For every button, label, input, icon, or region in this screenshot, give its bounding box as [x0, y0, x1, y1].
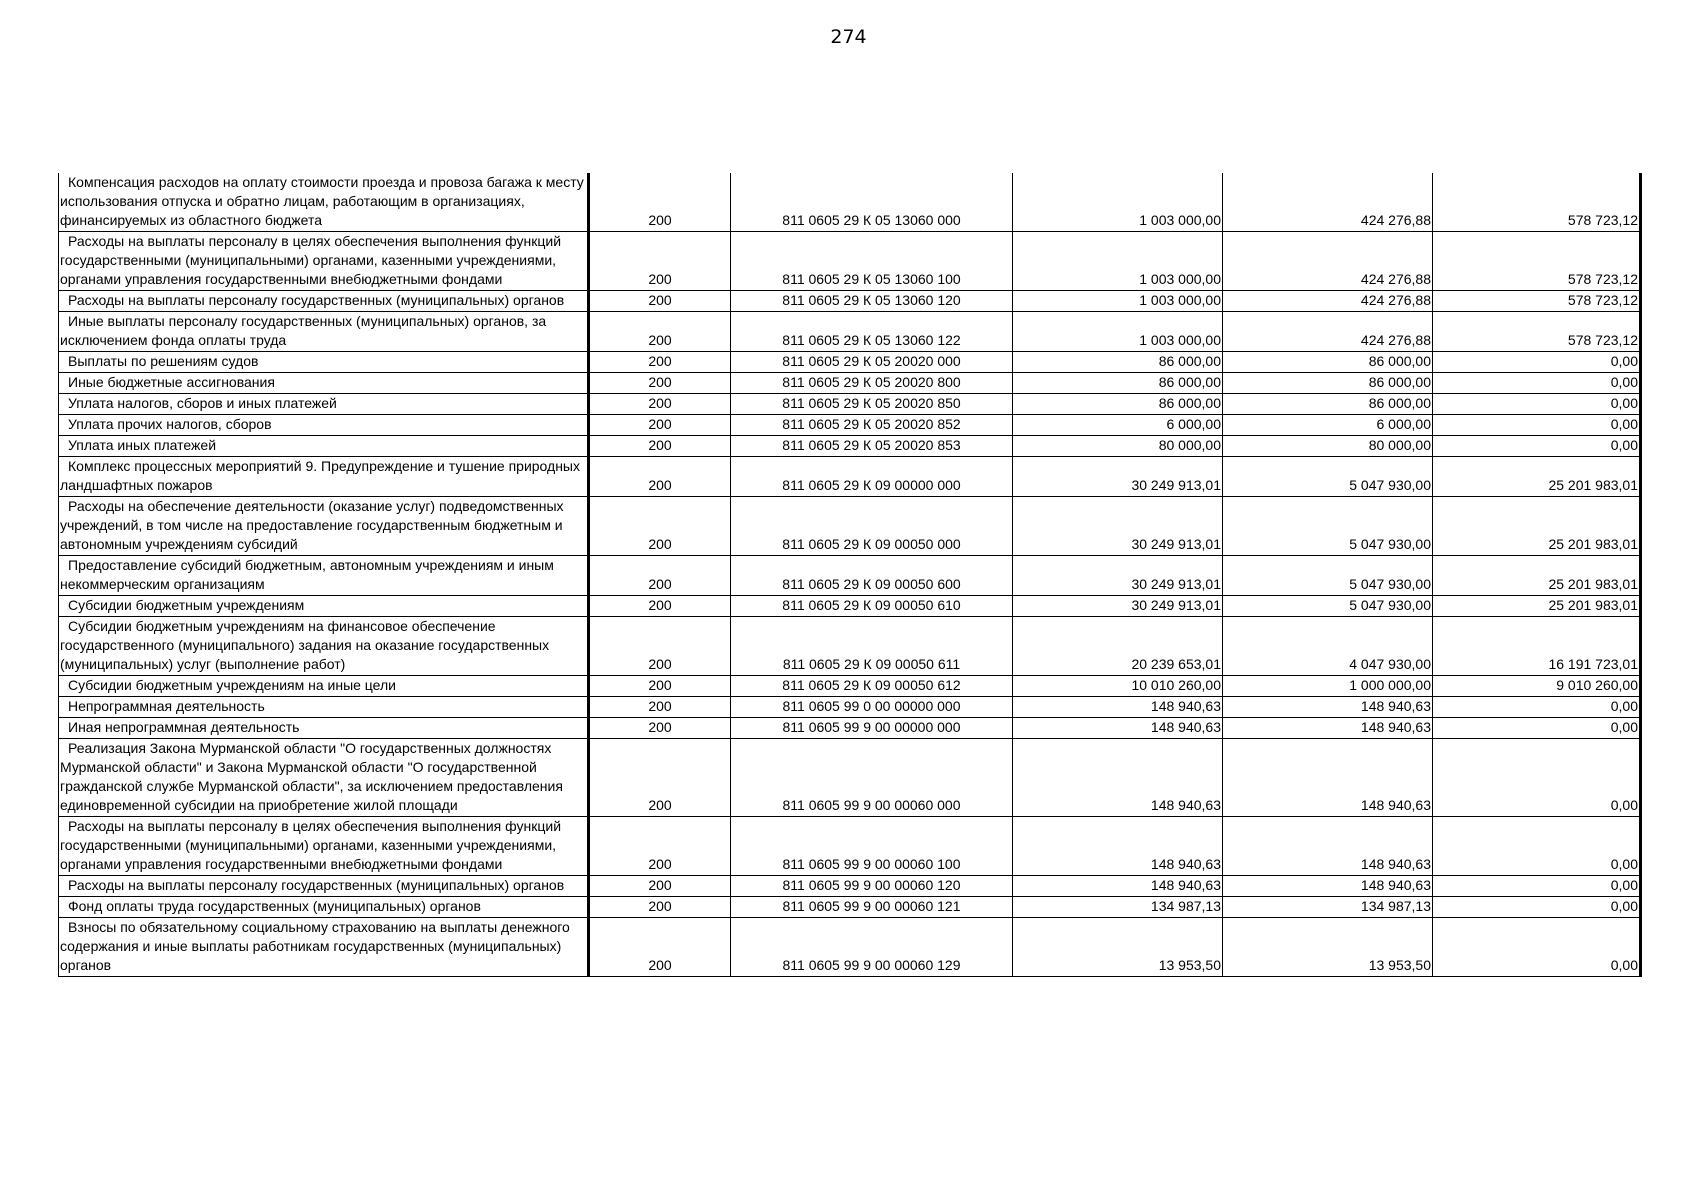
expense-name: Уплата прочих налогов, сборов: [59, 415, 589, 436]
budget-classification-code: 811 0605 29 К 05 20020 853: [731, 436, 1013, 457]
table-row: [59, 817, 1641, 876]
table-row: [59, 312, 1641, 352]
line-code: 200: [589, 312, 731, 352]
budget-classification-code: 811 0605 99 9 00 00000 000: [731, 718, 1013, 739]
remaining-amount: 0,00: [1433, 373, 1641, 394]
remaining-amount: 0,00: [1433, 697, 1641, 718]
table-row: [59, 897, 1641, 918]
executed-amount: 424 276,88: [1223, 232, 1433, 291]
line-code: 200: [589, 436, 731, 457]
executed-amount: 148 940,63: [1223, 817, 1433, 876]
table-row: [59, 415, 1641, 436]
remaining-amount: 0,00: [1433, 436, 1641, 457]
page-number: 274: [830, 26, 867, 48]
approved-amount: 30 249 913,01: [1013, 457, 1223, 497]
approved-amount: 30 249 913,01: [1013, 497, 1223, 556]
table-row: [59, 697, 1641, 718]
line-code: 200: [589, 739, 731, 817]
executed-amount: 134 987,13: [1223, 897, 1433, 918]
executed-amount: 5 047 930,00: [1223, 556, 1433, 596]
executed-amount: 424 276,88: [1223, 291, 1433, 312]
budget-classification-code: 811 0605 29 К 05 20020 800: [731, 373, 1013, 394]
line-code: 200: [589, 718, 731, 739]
approved-amount: 1 003 000,00: [1013, 173, 1223, 232]
table-row: [59, 232, 1641, 291]
line-code: 200: [589, 232, 731, 291]
remaining-amount: 0,00: [1433, 415, 1641, 436]
approved-amount: 1 003 000,00: [1013, 291, 1223, 312]
remaining-amount: 0,00: [1433, 897, 1641, 918]
executed-amount: 5 047 930,00: [1223, 497, 1433, 556]
executed-amount: 86 000,00: [1223, 394, 1433, 415]
approved-amount: 10 010 260,00: [1013, 676, 1223, 697]
table-row: [59, 739, 1641, 817]
budget-classification-code: 811 0605 29 К 05 20020 850: [731, 394, 1013, 415]
executed-amount: 148 940,63: [1223, 876, 1433, 897]
line-code: 200: [589, 373, 731, 394]
table-row: [59, 676, 1641, 697]
budget-classification-code: 811 0605 99 9 00 00060 000: [731, 739, 1013, 817]
remaining-amount: 25 201 983,01: [1433, 497, 1641, 556]
line-code: 200: [589, 173, 731, 232]
expense-name: Расходы на выплаты персоналу государственных (муниципальных) органов: [59, 876, 589, 897]
remaining-amount: 25 201 983,01: [1433, 596, 1641, 617]
table-row: [59, 556, 1641, 596]
remaining-amount: 9 010 260,00: [1433, 676, 1641, 697]
expense-name: Расходы на выплаты персоналу в целях обеспечения выполнения функций государственными (муниципальными) органами, казенными учреждениями, органами управления государственными внебюджетными фондами: [59, 232, 589, 291]
expense-name: Комплекс процессных мероприятий 9. Предупреждение и тушение природных ландшафтных пожаров: [59, 457, 589, 497]
line-code: 200: [589, 876, 731, 897]
line-code: 200: [589, 676, 731, 697]
executed-amount: 86 000,00: [1223, 373, 1433, 394]
budget-classification-code: 811 0605 99 9 00 00060 120: [731, 876, 1013, 897]
approved-amount: 86 000,00: [1013, 352, 1223, 373]
remaining-amount: 25 201 983,01: [1433, 556, 1641, 596]
executed-amount: 5 047 930,00: [1223, 596, 1433, 617]
approved-amount: 148 940,63: [1013, 697, 1223, 718]
table-row: [59, 394, 1641, 415]
table-row: [59, 457, 1641, 497]
line-code: 200: [589, 817, 731, 876]
budget-classification-code: 811 0605 29 К 05 13060 122: [731, 312, 1013, 352]
table-row: [59, 291, 1641, 312]
approved-amount: 134 987,13: [1013, 897, 1223, 918]
budget-classification-code: 811 0605 99 9 00 00060 129: [731, 918, 1013, 977]
budget-classification-code: 811 0605 29 К 09 00050 600: [731, 556, 1013, 596]
approved-amount: 148 940,63: [1013, 739, 1223, 817]
approved-amount: 86 000,00: [1013, 394, 1223, 415]
approved-amount: 1 003 000,00: [1013, 232, 1223, 291]
executed-amount: 5 047 930,00: [1223, 457, 1433, 497]
line-code: 200: [589, 596, 731, 617]
line-code: 200: [589, 352, 731, 373]
expense-name: Иная непрограммная деятельность: [59, 718, 589, 739]
executed-amount: 86 000,00: [1223, 352, 1433, 373]
approved-amount: 86 000,00: [1013, 373, 1223, 394]
table-row: [59, 436, 1641, 457]
approved-amount: 6 000,00: [1013, 415, 1223, 436]
budget-classification-code: 811 0605 29 К 09 00050 610: [731, 596, 1013, 617]
approved-amount: 148 940,63: [1013, 817, 1223, 876]
expense-name: Расходы на выплаты персоналу государственных (муниципальных) органов: [59, 291, 589, 312]
budget-classification-code: 811 0605 29 К 05 20020 000: [731, 352, 1013, 373]
expense-name: Реализация Закона Мурманской области "О государственных должностях Мурманской области" и Закона Мурманской области "О государственной гражданской службе Мурманской области", за исключением предоставления единовременной субсидии на приобретение жилой площади: [59, 739, 589, 817]
remaining-amount: 0,00: [1433, 352, 1641, 373]
budget-classification-code: 811 0605 99 0 00 00000 000: [731, 697, 1013, 718]
table-row: [59, 352, 1641, 373]
approved-amount: 30 249 913,01: [1013, 596, 1223, 617]
expense-name: Уплата налогов, сборов и иных платежей: [59, 394, 589, 415]
approved-amount: 148 940,63: [1013, 876, 1223, 897]
remaining-amount: 25 201 983,01: [1433, 457, 1641, 497]
executed-amount: 13 953,50: [1223, 918, 1433, 977]
budget-classification-code: 811 0605 29 К 09 00000 000: [731, 457, 1013, 497]
budget-classification-code: 811 0605 99 9 00 00060 121: [731, 897, 1013, 918]
remaining-amount: 0,00: [1433, 876, 1641, 897]
remaining-amount: 16 191 723,01: [1433, 617, 1641, 676]
budget-classification-code: 811 0605 29 К 05 13060 000: [731, 173, 1013, 232]
executed-amount: 80 000,00: [1223, 436, 1433, 457]
expense-name: Субсидии бюджетным учреждениям на финансовое обеспечение государственного (муниципального) задания на оказание государственных (муниципальных) услуг (выполнение работ): [59, 617, 589, 676]
budget-classification-code: 811 0605 29 К 09 00050 611: [731, 617, 1013, 676]
line-code: 200: [589, 394, 731, 415]
executed-amount: 148 940,63: [1223, 697, 1433, 718]
executed-amount: 148 940,63: [1223, 739, 1433, 817]
remaining-amount: 578 723,12: [1433, 173, 1641, 232]
expense-name: Фонд оплаты труда государственных (муниципальных) органов: [59, 897, 589, 918]
remaining-amount: 578 723,12: [1433, 232, 1641, 291]
approved-amount: 20 239 653,01: [1013, 617, 1223, 676]
table-row: [59, 918, 1641, 977]
table-row: [59, 617, 1641, 676]
expense-name: Расходы на обеспечение деятельности (оказание услуг) подведомственных учреждений, в том числе на предоставление государственным бюджетным и автономным учреждениям субсидий: [59, 497, 589, 556]
line-code: 200: [589, 897, 731, 918]
expense-name: Расходы на выплаты персоналу в целях обеспечения выполнения функций государственными (муниципальными) органами, казенными учреждениями, органами управления государственными внебюджетными фондами: [59, 817, 589, 876]
budget-classification-code: 811 0605 29 К 05 20020 852: [731, 415, 1013, 436]
remaining-amount: 0,00: [1433, 718, 1641, 739]
expense-name: Предоставление субсидий бюджетным, автономным учреждениям и иным некоммерческим организациям: [59, 556, 589, 596]
expense-name: Компенсация расходов на оплату стоимости проезда и провоза багажа к месту использования отпуска и обратно лицам, работающим в организациях, финансируемых из областного бюджета: [59, 173, 589, 232]
table-row: [59, 876, 1641, 897]
line-code: 200: [589, 617, 731, 676]
budget-classification-code: 811 0605 29 К 05 13060 120: [731, 291, 1013, 312]
budget-classification-code: 811 0605 29 К 09 00050 612: [731, 676, 1013, 697]
expense-name: Непрограммная деятельность: [59, 697, 589, 718]
expense-name: Уплата иных платежей: [59, 436, 589, 457]
expense-name: Иные выплаты персоналу государственных (муниципальных) органов, за исключением фонда оплаты труда: [59, 312, 589, 352]
budget-table: [58, 173, 1642, 977]
approved-amount: 148 940,63: [1013, 718, 1223, 739]
budget-classification-code: 811 0605 29 К 09 00050 000: [731, 497, 1013, 556]
line-code: 200: [589, 415, 731, 436]
expense-name: Иные бюджетные ассигнования: [59, 373, 589, 394]
table-row: [59, 596, 1641, 617]
line-code: 200: [589, 918, 731, 977]
budget-table-body: [59, 173, 1641, 977]
approved-amount: 30 249 913,01: [1013, 556, 1223, 596]
line-code: 200: [589, 291, 731, 312]
approved-amount: 1 003 000,00: [1013, 312, 1223, 352]
line-code: 200: [589, 457, 731, 497]
executed-amount: 424 276,88: [1223, 173, 1433, 232]
expense-name: Взносы по обязательному социальному страхованию на выплаты денежного содержания и иные выплаты работникам государственных (муниципальных) органов: [59, 918, 589, 977]
expense-name: Субсидии бюджетным учреждениям: [59, 596, 589, 617]
line-code: 200: [589, 556, 731, 596]
executed-amount: 1 000 000,00: [1223, 676, 1433, 697]
remaining-amount: 0,00: [1433, 817, 1641, 876]
approved-amount: 80 000,00: [1013, 436, 1223, 457]
remaining-amount: 0,00: [1433, 918, 1641, 977]
table-row: [59, 718, 1641, 739]
remaining-amount: 0,00: [1433, 394, 1641, 415]
expense-name: Субсидии бюджетным учреждениям на иные цели: [59, 676, 589, 697]
line-code: 200: [589, 697, 731, 718]
remaining-amount: 0,00: [1433, 739, 1641, 817]
executed-amount: 6 000,00: [1223, 415, 1433, 436]
table-row: [59, 373, 1641, 394]
executed-amount: 424 276,88: [1223, 312, 1433, 352]
remaining-amount: 578 723,12: [1433, 312, 1641, 352]
executed-amount: 148 940,63: [1223, 718, 1433, 739]
executed-amount: 4 047 930,00: [1223, 617, 1433, 676]
expense-name: Выплаты по решениям судов: [59, 352, 589, 373]
table-row: [59, 497, 1641, 556]
table-row: [59, 173, 1641, 232]
remaining-amount: 578 723,12: [1433, 291, 1641, 312]
budget-classification-code: 811 0605 29 К 05 13060 100: [731, 232, 1013, 291]
budget-classification-code: 811 0605 99 9 00 00060 100: [731, 817, 1013, 876]
line-code: 200: [589, 497, 731, 556]
approved-amount: 13 953,50: [1013, 918, 1223, 977]
